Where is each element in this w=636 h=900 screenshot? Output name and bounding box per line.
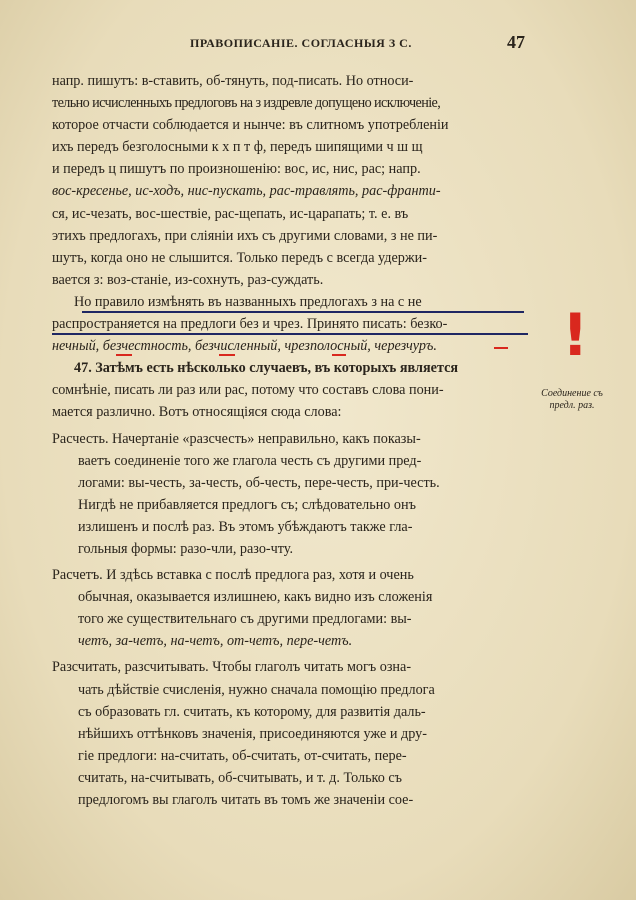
text-line: сомнѣніе, писать ли раз или рас, потому что составъ слова пони- [52, 382, 444, 399]
red-underline-mark [494, 347, 508, 349]
red-underline-mark [332, 354, 346, 356]
red-underline-mark [116, 354, 132, 356]
entry-line: Разсчитать, разсчитывать. Чтобы глаголъ читать могъ озна- [52, 659, 412, 676]
text-line: считать, на-считывать, об-считывать, и т. д. Только съ [78, 769, 402, 786]
text-line: нѣйшихъ оттѣнковъ значенія, присоединяются уже и дру- [78, 725, 427, 742]
margin-note: Соединение съ предл. раз. [541, 388, 603, 411]
text-line: логами: вы-честь, за-честь, об-честь, пере-честь, при-честь. [78, 474, 440, 491]
text-line: съ образовать гл. считать, къ которому, для развитія даль- [78, 703, 426, 720]
text-line: вос-кресенье, ис-ходъ, нис-пускать, рас-травлять, рас-франти- [52, 183, 441, 200]
text-line: ваетъ соединеніе того же глагола честь съ другими пред- [78, 452, 422, 469]
body-text [52, 70, 528, 811]
text-line: распространяется на предлоги без и чрез. Принято писать: безко- [52, 316, 448, 333]
rule-underline [52, 333, 528, 335]
entry-line: Расчесть. Начертаніе «разсчесть» неправильно, какъ показы- [52, 430, 421, 447]
highlighted-rule [52, 291, 528, 357]
text-line: которое отчасти соблюдается и нынче: въ слитномъ употребленіи [52, 117, 449, 134]
text-line: Но правило измѣнять въ названныхъ предлогахъ з на с не [74, 293, 422, 310]
running-head: ПРАВОПИСАНІЕ. СОГЛАСНЫЯ З С. [190, 36, 412, 50]
text-line: напр. пишутъ: в-ставить, об-тянуть, под-писать. Но относи- [52, 73, 414, 89]
text-line: этихъ предлогахъ, при сліяніи ихъ съ другими словами, з не пи- [52, 227, 438, 244]
text-line: излишенъ и послѣ раз. Въ этомъ убѣждаютъ также гла- [78, 518, 413, 535]
text-line: гіе предлоги: на-считать, об-считать, от-считать, пере- [78, 747, 407, 764]
text-line: тельно исчисленныхъ предлоговъ на з издревле допущено исключеніе, [52, 95, 441, 112]
text-line: Нигдѣ не прибавляется предлогъ съ; слѣдовательно онъ [78, 496, 416, 513]
red-exclamation-mark: ! [562, 301, 589, 369]
text-line: шутъ, когда оно не слышится. Только передъ с всегда удержи- [52, 249, 427, 266]
text-line: чать дѣйствіе счисленія, нужно сначала помощію предлога [78, 681, 435, 698]
text-line: ихъ передъ безголосными к х п т ф, передъ шипящими ч ш щ [52, 139, 423, 156]
text-line: вается з: воз-станіе, из-сохнуть, раз-суждать. [52, 271, 324, 288]
text-line: четъ, за-четъ, на-четъ, от-четъ, пере-четъ. [78, 633, 353, 650]
entry-line: Расчетъ. И здѣсь вставка с послѣ предлога раз, хотя и очень [52, 567, 414, 584]
text-line: нечный, безчестность, безчисленный, чрезполосный, черезчуръ. [52, 338, 437, 355]
text-line: гольныя формы: разо-чли, разо-чту. [78, 540, 294, 557]
text-line: ся, ис-чезать, вос-шествіе, рас-щепать, ис-царапать; т. е. въ [52, 205, 409, 222]
text-line: предлогомъ вы глаголъ читать въ томъ же значеніи сое- [78, 792, 414, 808]
text-line: того же существительнаго съ другими предлогами: вы- [78, 611, 412, 628]
text-line: обычная, оказывается излишнею, какъ видно изъ сложенія [78, 589, 433, 606]
text-line: и передъ ц пишутъ по произношенію: вос, ис, нис, рас; напр. [52, 161, 421, 178]
section-heading-line: 47. Затѣмъ есть нѣсколько случаевъ, въ которыхъ является [74, 360, 459, 377]
page-number: 47 [507, 32, 525, 52]
rule-underline [82, 311, 524, 313]
red-underline-mark [219, 354, 235, 356]
text-line: мается различно. Вотъ относящіяся сюда слова: [52, 404, 342, 421]
